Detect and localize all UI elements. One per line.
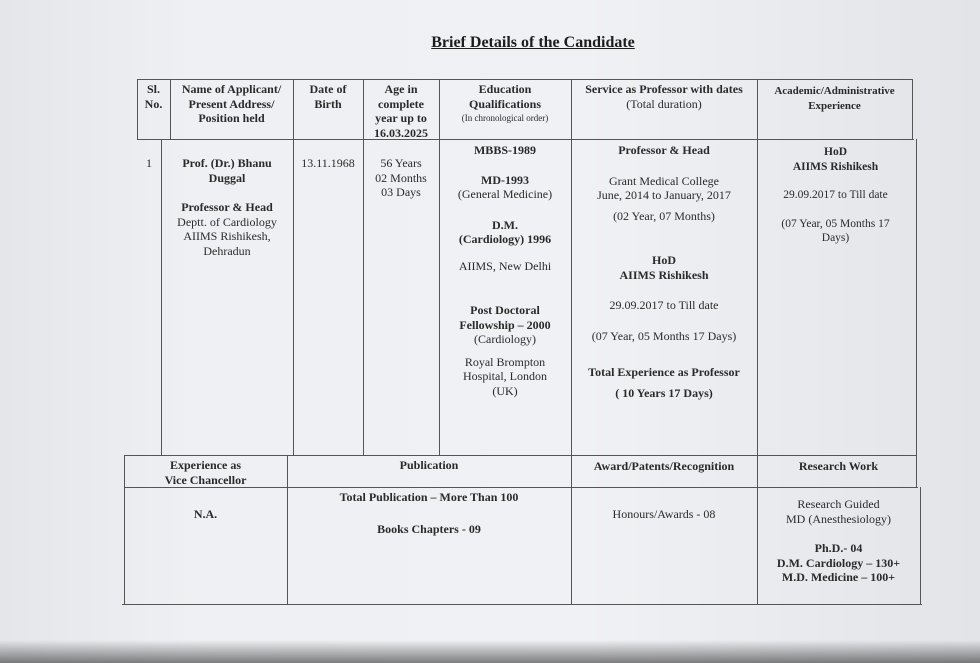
row-dob: 13.11.1968 — [301, 156, 355, 170]
photo-shadow — [0, 640, 980, 663]
header-no-text: No. — [144, 96, 163, 111]
edu-pdf-institute-line3: (UK) — [492, 383, 518, 398]
lower-publication — [287, 490, 571, 536]
row-age — [363, 156, 439, 200]
lower-header-vc — [124, 458, 287, 487]
edu-mbbs: MBBS-1989 — [473, 143, 536, 157]
edu-md: MD-1993 — [481, 172, 529, 187]
header-name-line2: Present Address/ — [188, 96, 275, 111]
svc-college-dates: June, 2014 to January, 2017 — [597, 188, 731, 202]
publication-books: Books Chapters - 09 — [377, 521, 481, 536]
svc-hod-duration: (07 Year, 05 Months 17 Days) — [591, 328, 737, 343]
header-dob — [293, 82, 363, 111]
svc-college-duration: (02 Year, 07 Months) — [613, 208, 715, 223]
edu-pdf-line2: Fellowship – 2000 — [459, 317, 551, 332]
edu-pdf-institute-line2: Hospital, London — [463, 369, 547, 383]
svc-college: Grant Medical College — [609, 173, 719, 188]
applicant-dept: Deptt. of Cardiology — [177, 214, 277, 229]
row-education — [439, 143, 571, 398]
acad-dates: 29.09.2017 to Till date — [783, 189, 888, 201]
applicant-name-line1: Prof. (Dr.) Bhanu — [182, 156, 272, 170]
applicant-name-line2: Duggal — [208, 170, 246, 185]
header-name — [170, 82, 293, 126]
header-name-line3: Position held — [198, 111, 265, 125]
header-edu-line1: Education — [478, 82, 532, 96]
header-service — [571, 82, 757, 111]
lower-research — [757, 497, 920, 585]
lower-header-vc-line2: Vice Chancellor — [164, 472, 247, 487]
applicant-position: Professor & Head — [181, 200, 273, 214]
row-academic — [757, 145, 914, 246]
acad-duration-line2: Days) — [821, 232, 850, 244]
age-years: 56 Years — [380, 156, 422, 170]
svc-hod: HoD — [652, 253, 676, 267]
header-academic — [757, 84, 912, 113]
header-dob-line1: Date of — [309, 82, 347, 96]
acad-hod: HoD — [824, 146, 847, 158]
header-sl-no — [137, 82, 170, 111]
header-sl-text: Sl. — [146, 82, 160, 96]
edu-pdf-line3: (Cardiology) — [474, 332, 536, 346]
header-edu-line2: Qualifications — [468, 96, 541, 111]
document-title: Brief Details of the Candidate — [431, 34, 635, 51]
header-svc-line1: Service as Professor with dates — [585, 82, 743, 96]
edu-dm: D.M. — [492, 217, 518, 232]
applicant-institute: AIIMS Rishikesh, — [183, 229, 271, 243]
svc-hod-institute: AIIMS Rishikesh — [619, 267, 709, 282]
research-guided: Research Guided — [797, 497, 880, 511]
edu-pdf-line1: Post Doctoral — [470, 303, 540, 317]
header-age-line1: Age in — [384, 82, 418, 96]
svc-total-value: ( 10 Years 17 Days) — [615, 385, 713, 400]
research-dm: D.M. Cardiology – 130+ — [776, 555, 901, 570]
lower-award: Honours/Awards - 08 — [612, 507, 716, 521]
row-applicant — [161, 156, 293, 258]
edu-md-subject: (General Medicine) — [457, 187, 553, 201]
age-days: 03 Days — [381, 185, 421, 199]
header-edu-line3: (In chronological order) — [461, 113, 549, 123]
lower-header-publication: Publication — [399, 458, 459, 472]
svc-total-label: Total Experience as Professor — [588, 365, 740, 379]
research-md: MD (Anesthesiology) — [786, 511, 891, 526]
header-name-line1: Name of Applicant/ — [181, 82, 282, 96]
header-education — [439, 82, 571, 126]
publication-total: Total Publication – More Than 100 — [339, 490, 519, 504]
header-acad-line1: Academic/Administrative — [774, 85, 895, 97]
row-service — [571, 143, 757, 400]
lower-header-vc-line1: Experience as — [170, 458, 241, 472]
svc-professor-head: Professor & Head — [618, 143, 710, 157]
header-age-line3: year up to — [375, 111, 427, 125]
lower-vc-value: N.A. — [193, 507, 218, 521]
edu-dm-institute: AIIMS, New Delhi — [458, 258, 552, 273]
svc-hod-dates: 29.09.2017 to Till date — [609, 298, 719, 312]
edu-dm-subject: (Cardiology) 1996 — [458, 232, 552, 246]
header-dob-line2: Birth — [314, 96, 342, 111]
header-age — [363, 82, 439, 140]
acad-duration-line1: (07 Year, 05 Months 17 — [781, 217, 890, 230]
lower-header-research: Research Work — [798, 459, 879, 473]
row-sl: 1 — [146, 156, 152, 170]
research-phd: Ph.D.- 04 — [814, 541, 863, 555]
applicant-city: Dehradun — [203, 243, 251, 258]
age-months: 02 Months — [375, 170, 427, 185]
header-svc-line2: (Total duration) — [626, 96, 702, 111]
research-md-medicine: M.D. Medicine – 100+ — [781, 570, 896, 584]
header-age-line4: 16.03.2025 — [374, 125, 428, 140]
edu-pdf-institute-line1: Royal Brompton — [464, 354, 546, 369]
header-age-line2: complete — [378, 96, 424, 111]
lower-header-award: Award/Patents/Recognition — [593, 459, 735, 473]
header-acad-line2: Experience — [808, 99, 861, 112]
acad-institute: AIIMS Rishikesh — [792, 160, 879, 173]
